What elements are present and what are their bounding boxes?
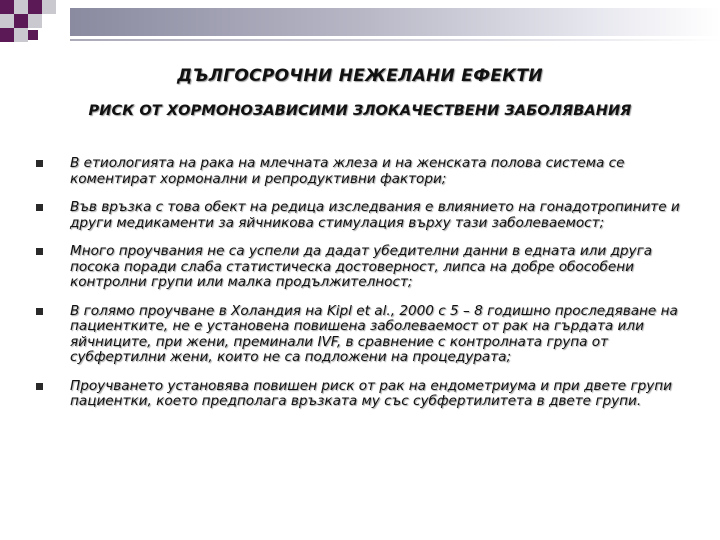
square-bullet-icon bbox=[36, 160, 43, 167]
bullet-item bbox=[34, 244, 684, 291]
bullet-text: Много проучвания не са успели да дадат убедителни данни в едната или друга посока поради слаба статистическа достоверност, липса на добре обособени контролни групи или малка продължителност; bbox=[70, 243, 653, 290]
bullet-text: Във връзка с това обект на редица изследвания е влиянието на гонадотропините и други медикаменти за яйчникова стимулация върху тази заболеваемост; bbox=[70, 199, 680, 231]
square-bullet-icon bbox=[36, 383, 43, 390]
bullet-text: В голямо проучване в Холандия на Kipl et al., 2000 с 5 – 8 годишно проследяване на пациентките, не е установена повишена заболеваемост от рак на гърдата или яйчниците, при жени, преминали IVF, в сравнение с контролната група от субфертилни жени, които не са подложени на процедурата; bbox=[70, 302, 678, 365]
bullet-item bbox=[34, 200, 684, 231]
corner-decoration bbox=[0, 0, 70, 50]
slide-subtitle: РИСК ОТ ХОРМОНОЗАВИСИМИ ЗЛОКАЧЕСТВЕНИ ЗАБОЛЯВАНИЯ bbox=[88, 103, 632, 119]
header-divider bbox=[70, 39, 720, 41]
bullet-item bbox=[34, 156, 684, 187]
slide-title: ДЪЛГОСРОЧНИ НЕЖЕЛАНИ ЕФЕКТИ bbox=[177, 66, 543, 86]
square-bullet-icon bbox=[36, 248, 43, 255]
bullet-text: В етиологията на рака на млечната жлеза и на женската полова система се коментират хормонални и репродуктивни фактори; bbox=[70, 155, 625, 187]
square-bullet-icon bbox=[36, 204, 43, 211]
header-gradient-bar bbox=[70, 8, 720, 36]
bullet-text: Проучването установява повишен риск от рак на ендометриума и при двете групи пациентки, което предполага връзката му със субфертилитета в двете групи. bbox=[70, 377, 672, 409]
bullet-item bbox=[34, 379, 684, 410]
bullet-list bbox=[34, 156, 684, 423]
bullet-item bbox=[34, 304, 684, 366]
square-bullet-icon bbox=[36, 308, 43, 315]
